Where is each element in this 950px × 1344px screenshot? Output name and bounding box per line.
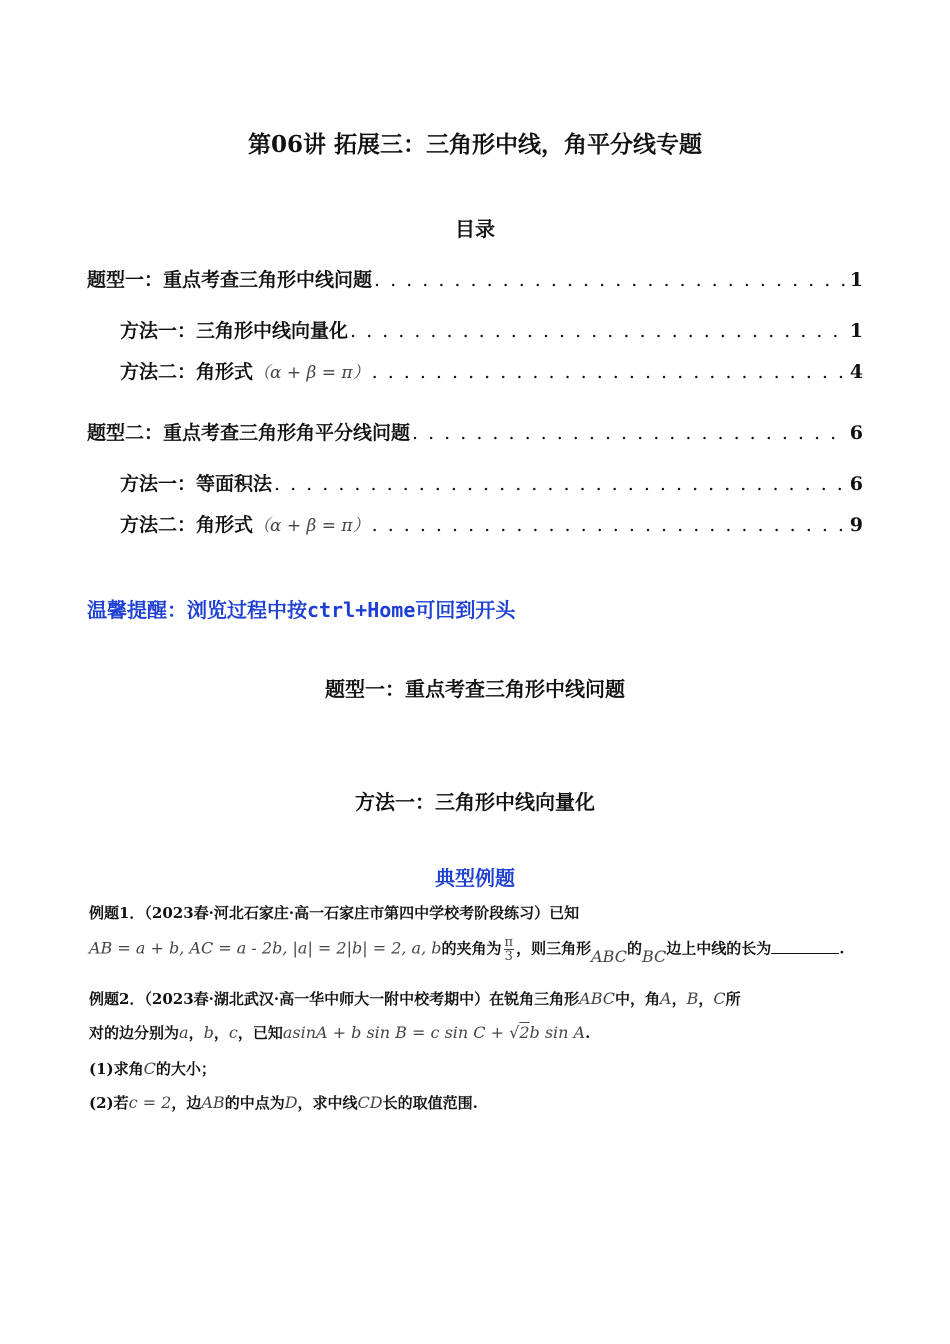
example2-equation: asinA + b sin B = c sin C + xyxy=(282,1023,510,1042)
toc-entry-label: 题型一：重点考查三角形中线问题 xyxy=(87,269,373,291)
example2-question1: (1)求角C的大小； xyxy=(89,1059,216,1078)
toc-leader xyxy=(350,320,848,342)
toc-entry-label: 方法一：等面积法 xyxy=(120,473,273,495)
examples-heading: 典型例题 xyxy=(435,866,515,890)
reminder-prefix: 温馨提醒：浏览过程中按 xyxy=(87,598,307,622)
toc-entry[interactable] xyxy=(87,418,863,445)
toc-leader xyxy=(372,514,848,536)
toc-page-number: 6 xyxy=(849,473,863,495)
toc-entry[interactable] xyxy=(120,510,863,537)
toc-entry-formula: （α + β = π） xyxy=(253,516,370,536)
toc-entry-label: 方法一：三角形中线向量化 xyxy=(120,320,349,342)
section-title: 题型一：重点考查三角形中线问题 xyxy=(325,677,625,701)
example1-line2: AB = a + b, AC = a - 2b, |a| = 2|b| = 2, a, b的夹角为 $\frac{\pi}{3}$ ，则三角形ABC的BC边上中线的长为 . xyxy=(89,935,845,966)
toc-page-number: 1 xyxy=(849,320,863,342)
toc-page-number: 6 xyxy=(849,422,863,444)
toc-page-number: 9 xyxy=(849,514,863,536)
toc-entry[interactable] xyxy=(120,357,863,384)
document-title: 第06讲 拓展三：三角形中线，角平分线专题 xyxy=(247,131,702,158)
reminder-note xyxy=(87,594,515,623)
method-title: 方法一：三角形中线向量化 xyxy=(355,790,595,814)
toc-entry-label: 方法二：角形式 xyxy=(120,514,254,536)
toc-leader xyxy=(274,473,848,495)
toc-page-number: 4 xyxy=(849,361,863,383)
toc-leader xyxy=(374,269,848,291)
reminder-keys: ctrl+Home xyxy=(307,598,416,622)
toc-leader xyxy=(412,422,848,444)
toc-leader xyxy=(372,361,848,383)
toc-entry[interactable] xyxy=(120,469,863,496)
toc-entry[interactable] xyxy=(120,316,863,343)
answer-blank[interactable] xyxy=(771,939,839,954)
example2-line1: 例题2．（2023春·湖北武汉·高一华中师大一附中校考期中）在锐角三角形ABC中，角A，B，C所 xyxy=(89,989,741,1008)
toc-heading: 目录 xyxy=(455,217,495,241)
toc-entry-formula: （α + β = π） xyxy=(253,363,370,383)
toc-entry[interactable] xyxy=(87,265,863,292)
toc-entry-label: 题型二：重点考查三角形角平分线问题 xyxy=(87,422,411,444)
example2-question2: (2)若c = 2，边AB的中点为D，求中线CD长的取值范围. xyxy=(89,1093,478,1112)
example1-formula: AB = a + b, AC = a - 2b, |a| = 2|b| = 2, a, b xyxy=(89,938,442,958)
example1-line1: 例题1．（2023春·河北石家庄·高一石家庄市第四中学校考阶段练习）已知 xyxy=(89,904,580,922)
reminder-suffix: 可回到开头 xyxy=(415,598,516,622)
pi-over-3-fraction: $\frac{\pi}{3}$ xyxy=(504,935,514,964)
example2-line2: 对的边分别为a，b，c，已知asinA + b sin B = c sin C + √2b sin A. xyxy=(89,1023,591,1042)
toc-entry-label: 方法二：角形式 xyxy=(120,361,254,383)
toc-page-number: 1 xyxy=(849,269,863,291)
